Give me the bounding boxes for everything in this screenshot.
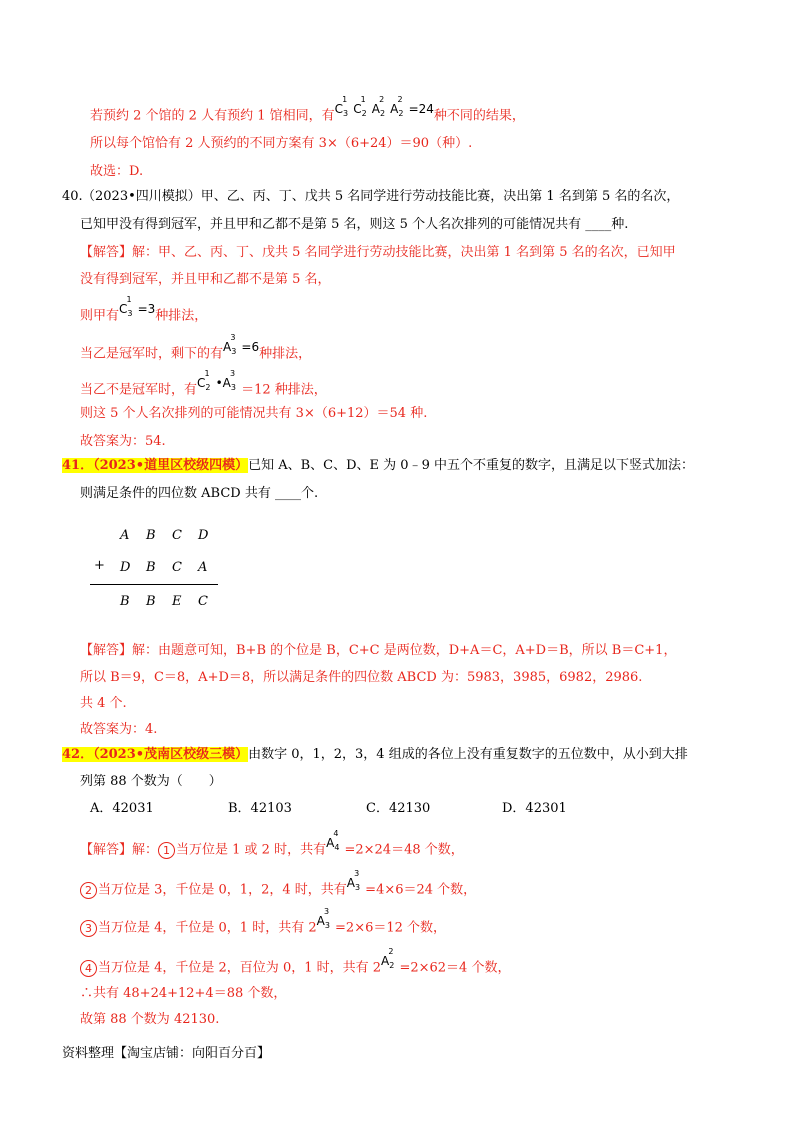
q42-formula-a44: $A_4^4$ (326, 829, 340, 853)
q42-options (0, 799, 800, 821)
sum-digit: B (146, 594, 156, 609)
q39-line1-post: 种不同的结果， (433, 108, 525, 124)
sum-digit: C (198, 594, 208, 609)
q42-a2-text: 当万位是 3，千位是 0，1，2，4 时，共有 (98, 882, 347, 898)
q40-a5-pre: 当乙不是冠军时，有 (80, 382, 198, 398)
q40-answer-line2: 没有得到冠军，并且甲和乙都不是第 5 名， (80, 272, 331, 287)
q40-a3-pre: 则甲有 (80, 308, 120, 324)
option-a[interactable]: A．42031 (90, 801, 154, 816)
q41-stem-line2: 则满足条件的四位数 ABCD 共有 ____个. (80, 486, 319, 501)
circled-number-icon: 3 (80, 920, 97, 937)
q40-formula-c31: $C_3^1=3$ (119, 295, 156, 319)
q42-answer-line5: ∴共有 48+24+12+4＝88 个数， (80, 986, 287, 1001)
q41-answer-line4: 故答案为：4. (80, 722, 158, 737)
q42-formula-a33: $A_3^3$ (346, 869, 361, 893)
addend2-digit: D (120, 560, 131, 575)
q40-formula-c21a33: $C_2^1•A_3^3$ (197, 369, 236, 393)
q39-line1 (90, 95, 525, 130)
q41-label: 41．（2023•道里区校级四模） (62, 458, 249, 473)
q42-label: 42．（2023•茂南区校级三模） (62, 747, 249, 762)
q40-number: 40. (62, 189, 83, 204)
q40-answer-line4 (80, 333, 312, 368)
q40-answer-line7: 故答案为：54. (80, 434, 166, 449)
q42-stem-line1 (62, 745, 688, 765)
q40-answer-line5 (80, 369, 327, 404)
q40-a4-pre: 当乙是冠军时，剩下的有 (80, 346, 224, 362)
q41-stem1-text: 已知 A、B、C、D、E 为 0﹣9 中五个不重复的数字，且满足以下竖式加法： (248, 458, 694, 473)
q41-stem-line1 (62, 456, 694, 476)
q40-a3-post: 种排法， (155, 308, 208, 324)
option-c[interactable]: C．42130 (366, 801, 431, 816)
q40-a4-post: 种排法， (259, 346, 312, 362)
sum-digit: B (120, 594, 130, 609)
q42-a3-post: =2×6＝12 个数， (335, 920, 447, 936)
q42-a3-text: 当万位是 4，千位是 0，1 时，共有 2 (98, 920, 317, 936)
q40-answer-line1: 【解答】解：甲、乙、丙、丁、戊共 5 名同学进行劳动技能比赛，决出第 1 名到第 5 名的名次，已知甲 (80, 245, 676, 260)
q39-line2: 所以每个馆恰有 2 人预约的不同方案有 3×（6+24）＝90（种）. (90, 136, 473, 151)
q39-formula: $C_3^1C_2^1A_2^2A_2^2=24$ (334, 95, 434, 119)
circled-number-icon: 2 (80, 882, 97, 899)
q41-answer-line1: 【解答】解：由题意可知，B+B 的个位是 B，C+C 是两位数，D+A＝C，A+D＝B，所以 B＝C+1， (80, 643, 677, 658)
q42-formula-a22: $A_2^2$ (381, 947, 395, 971)
addend2-digit: B (146, 560, 156, 575)
addend2-digit: A (198, 560, 208, 575)
option-b[interactable]: B．42103 (228, 801, 292, 816)
q40-formula-a33: $A_3^3=6$ (223, 333, 260, 357)
q42-a1-text: 当万位是 1 或 2 时，共有 (176, 842, 327, 858)
addend1-digit: D (198, 528, 209, 543)
q42-answer-line2 (80, 869, 477, 904)
q40-stem-line2: 已知甲没有得到冠军，并且甲和乙都不是第 5 名，则这 5 个人名次排列的可能情况共有 ____种. (80, 217, 629, 232)
q42-answer-line4 (80, 947, 511, 982)
sum-digit: E (172, 594, 182, 609)
q40-stem-line1: （2023•四川模拟）甲、乙、丙、丁、戊共 5 名同学进行劳动技能比赛，决出第 1 名到第 5 名的名次， (82, 189, 680, 204)
q42-a1-pre: 【解答】解： (80, 842, 159, 858)
q42-a4-text: 当万位是 4，千位是 2，百位为 0，1 时，共有 2 (98, 960, 382, 976)
q42-answer-line3 (80, 907, 447, 942)
addend1-digit: A (120, 528, 130, 543)
vertical-addition (90, 528, 230, 618)
q42-stem1-text: 由数字 0，1，2，3，4 组成的各位上没有重复数字的五位数中，从小到大排 (248, 747, 688, 762)
q40-answer-line6: 则这 5 个人名次排列的可能情况共有 3×（6+12）＝54 种. (80, 406, 428, 421)
page-footer: 资料整理【淘宝店铺：向阳百分百】 (62, 1046, 271, 1061)
q39-line3: 故选：D. (90, 164, 144, 179)
q42-answer-line6: 故第 88 个数为 42130. (80, 1012, 220, 1027)
q42-a4-post: =2×62＝4 个数， (399, 960, 511, 976)
addend1-digit: B (146, 528, 156, 543)
option-d[interactable]: D．42301 (502, 801, 567, 816)
q40-answer-line3 (80, 295, 208, 330)
q42-answer-line1 (80, 829, 464, 864)
q41-answer-line2: 所以 B＝9，C＝8，A+D＝8，所以满足条件的四位数 ABCD 为：5983，3985，6982，2986. (80, 670, 643, 685)
sum-divider (90, 584, 218, 585)
q42-stem-line2: 列第 88 个数为（ ） (80, 774, 222, 789)
addend1-digit: C (172, 528, 182, 543)
q40-a5-post: ＝12 种排法， (241, 382, 327, 398)
q42-formula-a33b: $A_3^3$ (316, 907, 330, 931)
q42-a2-post: =4×6＝24 个数， (365, 882, 477, 898)
q41-answer-line3: 共 4 个. (80, 696, 127, 711)
q42-a1-post: =2×24＝48 个数， (344, 842, 464, 858)
plus-sign: + (94, 558, 105, 573)
circled-number-icon: 4 (80, 960, 97, 977)
circled-number-icon: 1 (158, 842, 175, 859)
q39-line1-text: 若预约 2 个馆的 2 人有预约 1 馆相同，有 (90, 108, 335, 124)
addend2-digit: C (172, 560, 182, 575)
